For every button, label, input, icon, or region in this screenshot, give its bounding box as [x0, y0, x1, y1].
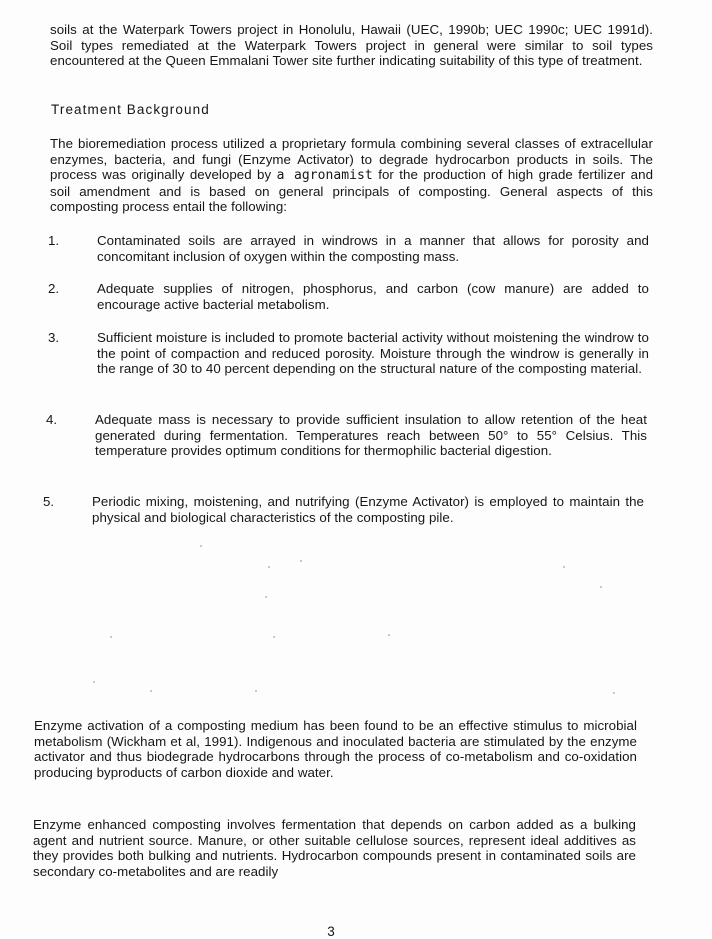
scan-speck — [300, 560, 302, 562]
scan-speck — [255, 690, 257, 692]
intro-paragraph: soils at the Waterpark Towers project in Honolulu, Hawaii (UEC, 1990b; UEC 1990c; UEC 1991d). Soil types remediated at the Waterpark Towers project in general were similar to soil types encountered at the Queen Emmalani Tower site further indicating suitability of this type of treatment. — [50, 22, 653, 69]
enzyme-activation-paragraph: Enzyme activation of a composting medium has been found to be an effective stimulus to microbial metabolism (Wickham et al, 1991). Indigenous and inoculated bacteria are stimulated by the enzyme activator and thus biodegrade hydrocarbons through the process of co-metabolism and co-oxidation producing byproducts of carbon dioxide and water. — [34, 718, 637, 780]
list-item-number: 2. — [48, 281, 60, 296]
page-number: 3 — [327, 924, 335, 939]
scan-speck — [150, 690, 152, 692]
background-text-after: for the production of high grade fertilizer and soil amendment and is based on general principals of composting. General aspects of this composting process entail the following: — [50, 167, 654, 215]
list-item-number: 5. — [43, 494, 55, 509]
list-item-number: 3. — [48, 330, 60, 345]
scan-speck — [600, 586, 602, 588]
list-item-text: Contaminated soils are arrayed in windrows in a manner that allows for porosity and concomitant inclusion of oxygen within the composting mass. — [97, 233, 649, 264]
scan-speck — [265, 596, 267, 598]
scan-speck — [200, 545, 202, 547]
list-item-number: 1. — [48, 233, 60, 248]
scan-speck — [93, 681, 95, 683]
scan-speck — [110, 636, 112, 638]
scan-speck — [388, 634, 390, 636]
scan-speck — [613, 692, 615, 694]
section-heading: Treatment Background — [51, 102, 210, 117]
list-item-text: Sufficient moisture is included to promote bacterial activity without moistening the windrow to the point of compaction and reduced porosity. Moisture through the windrow is generally in the range of 30 to 40 percent depending on the structural nature of the composting material. — [97, 330, 649, 377]
scan-speck — [273, 636, 275, 638]
list-item-text: Adequate mass is necessary to provide sufficient insulation to allow retention of the heat generated during fermentation. Temperatures reach between 50° to 55° Celsius. This temperature provides optimum conditions for thermophilic bacterial digestion. — [95, 412, 647, 459]
composting-paragraph: Enzyme enhanced composting involves fermentation that depends on carbon added as a bulking agent and nutrient source. Manure, or other suitable cellulose sources, represent ideal additives as they provides both bulking and nutrients. Hydrocarbon compounds present in contaminated soils are secondary co-metabolites and are readily — [33, 817, 636, 879]
typed-insert: a agronamist — [276, 168, 373, 184]
list-item-text: Adequate supplies of nitrogen, phosphorus, and carbon (cow manure) are added to encourage active bacterial metabolism. — [97, 281, 649, 312]
background-text-before: The bioremediation process utilized a proprietary formula combining several classes of extracellular enzymes, bacteria, and fungi (Enzyme Activator) to degrade hydrocarbon products in soils. The process was originally developed by — [50, 136, 653, 183]
list-item-text: Periodic mixing, moistening, and nutrifying (Enzyme Activator) is employed to maintain the physical and biological characteristics of the composting pile. — [92, 494, 644, 525]
list-item-number: 4. — [46, 412, 58, 427]
scan-speck — [563, 566, 565, 568]
background-paragraph — [50, 136, 653, 215]
scan-speck — [268, 566, 270, 568]
